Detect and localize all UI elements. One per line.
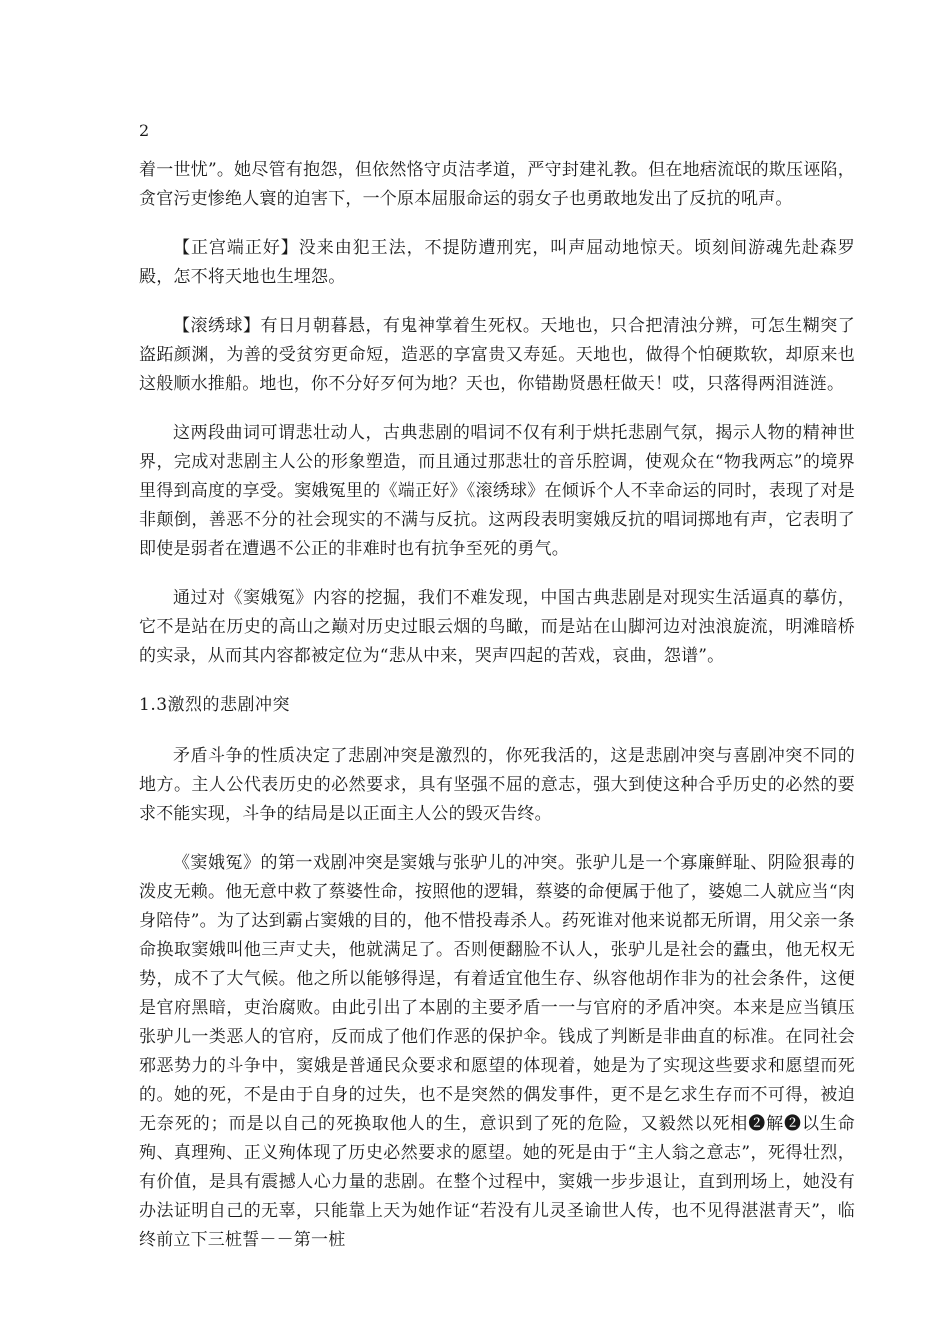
- paragraph-classical-tragedy: 通过对《窦娥冤》内容的挖掘，我们不难发现，中国古典悲剧是对现实生活逼真的摹仿，它不是站在历史的高山之巅对历史过眼云烟的鸟瞰，而是站在山脚河边对浊浪旋流，明滩暗桥的实录，从而其内容都被定位为“悲从中来，哭声四起的苦戏，哀曲，怨谱”。: [139, 588, 855, 666]
- quoted-lyric-gunxiuqiu: 【滚绣球】有日月朝暮悬，有鬼神掌着生死权。天地也，只合把清浊分辨，可怎生糊突了盗跖颜渊，为善的受贫穷更命短，造恶的享富贵又寿延。天地也，做得个怕硬欺软，却原来也这般顺水推船。地也，你不分好歹何为地？天也，你错勘贤愚枉做天！哎，只落得两泪涟涟。: [139, 316, 855, 394]
- paragraph-tragic-conflict: 矛盾斗争的性质决定了悲剧冲突是激烈的，你死我活的，这是悲剧冲突与喜剧冲突不同的地方。主人公代表历史的必然要求，具有坚强不屈的意志，强大到使这种合乎历史的必然的要求不能实现，斗争的结局是以正面主人公的毁灭告终。: [139, 746, 855, 824]
- document-page: [139, 118, 855, 1275]
- quoted-lyric-duanzhenghao: 【正宫端正好】没来由犯王法，不提防遭刑宪，叫声屈动地惊天。顷刻间游魂先赴森罗殿，怎不将天地也生埋怨。: [139, 238, 855, 287]
- paragraph-dou-e-conflict: 《窦娥冤》的第一戏剧冲突是窦娥与张驴儿的冲突。张驴儿是一个寡廉鲜耻、阴险狠毒的泼皮无赖。他无意中救了蔡婆性命，按照他的逻辑，蔡婆的命便属于他了，婆媳二人就应当“肉身陪侍”。为了达到霸占窦娥的目的，他不惜投毒杀人。药死谁对他来说都无所谓，用父亲一条命换取窦娥叫他三声丈夫，他就满足了。否则便翻脸不认人，张驴儿是社会的蠹虫，他无权无势，成不了大气候。他之所以能够得逞，有着适宜他生存、纵容他胡作非为的社会条件，这便是官府黑暗，吏治腐败。由此引出了本剧的主要矛盾一一与官府的矛盾冲突。本来是应当镇压张驴儿一类恶人的官府，反而成了他们作恶的保护伞。钱成了判断是非曲直的标准。在同社会邪恶势力的斗争中，窦娥是普通民众要求和愿望的体现着，她是为了实现这些要求和愿望而死的。她的死，不是由于自身的过失，也不是突然的偶发事件，更不是乞求生存而不可得，被迫无奈死的；而是以自己的死换取他人的生，意识到了死的危险，又毅然以死相❷解❷以生命殉、真理殉、正义殉体现了历史必然要求的愿望。她的死是由于“主人翁之意志”，死得壮烈，有价值，是具有震撼人心力量的悲剧。在整个过程中，窦娥一步步退让，直到刑场上，她没有办法证明自己的无辜，只能靠上天为她作证“若没有儿灵圣谕世人传，也不见得湛湛青天”，临终前立下三桩誓－－第一桩: [139, 853, 855, 1250]
- paragraph-continuation: 着一世忧”。她尽管有抱怨，但依然恪守贞洁孝道，严守封建礼教。但在地痞流氓的欺压诬陷，贪官污吏惨绝人寰的迫害下，一个原本屈服命运的弱女子也勇敢地发出了反抗的吼声。: [139, 160, 855, 209]
- paragraph-lyric-analysis: 这两段曲词可谓悲壮动人，古典悲剧的唱词不仅有利于烘托悲剧气氛，揭示人物的精神世界，完成对悲剧主人公的形象塑造，而且通过那悲壮的音乐腔调，使观众在“物我两忘”的境界里得到高度的享受。窦娥冤里的《端正好》《滚绣球》在倾诉个人不幸命运的同时，表现了对是非颠倒，善恶不分的社会现实的不满与反抗。这两段表明窦娥反抗的唱词掷地有声，它表明了即使是弱者在遭遇不公正的非难时也有抗争至死的勇气。: [139, 423, 855, 559]
- section-heading: 1.3激烈的悲剧冲突: [139, 695, 291, 715]
- page-number: 2: [139, 121, 150, 140]
